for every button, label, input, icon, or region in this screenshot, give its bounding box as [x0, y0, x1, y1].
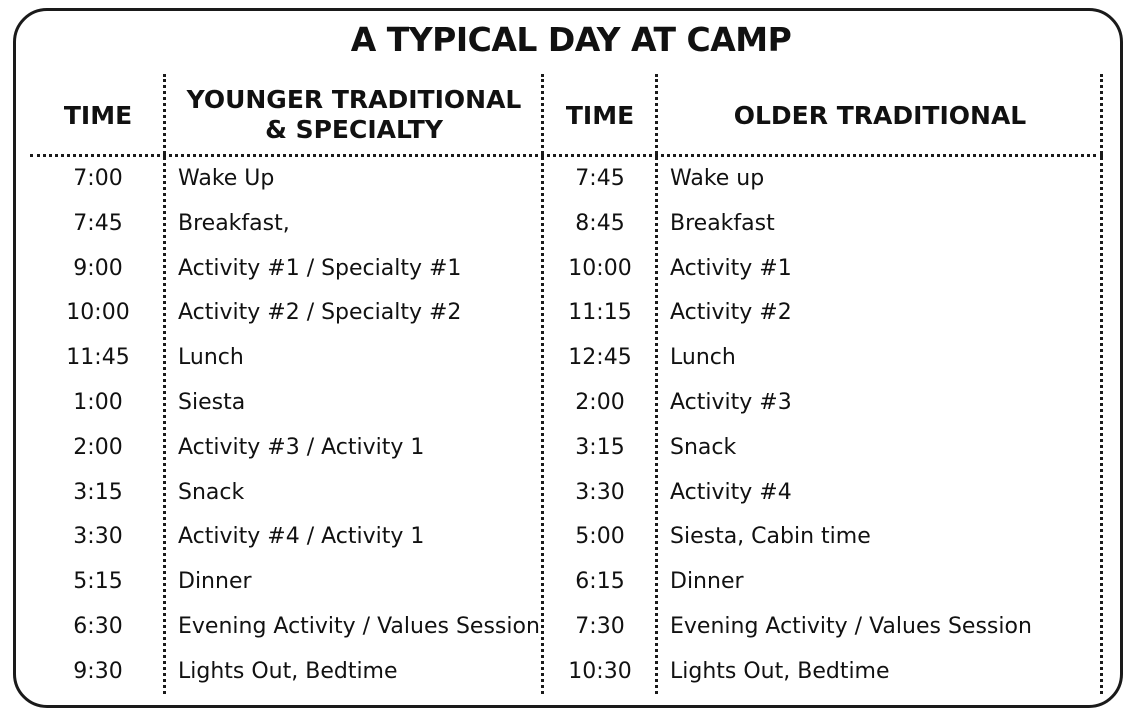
table-row	[0, 336, 1142, 380]
time-older-cell: 3:30	[575, 479, 625, 505]
activity-older-cell: Wake up	[670, 166, 765, 191]
time-younger-cell: 2:00	[73, 434, 123, 460]
activity-younger-cell: Evening Activity / Values Session	[178, 614, 540, 639]
time-older-cell: 6:15	[575, 569, 625, 595]
time-younger-cell: 3:15	[73, 479, 123, 505]
activity-younger-cell: Activity #3 / Activity 1	[178, 434, 425, 460]
time-younger-cell: 7:45	[73, 210, 123, 236]
page-title: A TYPICAL DAY AT CAMP	[350, 20, 792, 59]
activity-older-cell: Lunch	[670, 345, 736, 371]
table-row	[0, 605, 1142, 649]
time-younger-cell: 9:30	[73, 658, 123, 684]
table-row	[0, 471, 1142, 515]
activity-younger-cell: Breakfast,	[178, 210, 290, 236]
table-row	[0, 247, 1142, 291]
time-older-cell: 3:15	[575, 434, 625, 460]
time-older-cell: 8:45	[575, 210, 625, 236]
table-row	[0, 515, 1142, 559]
time-older-cell: 10:00	[568, 255, 632, 281]
table-row	[0, 381, 1142, 425]
time-younger-cell: 1:00	[73, 390, 123, 415]
activity-older-cell: Siesta, Cabin time	[670, 524, 871, 550]
time-younger-cell: 7:00	[73, 166, 123, 191]
activity-older-cell: Lights Out, Bedtime	[670, 658, 890, 684]
activity-younger-cell: Activity #4 / Activity 1	[178, 524, 425, 550]
table-row	[0, 157, 1142, 201]
time-older-cell: 11:15	[568, 300, 632, 326]
activity-younger-cell: Wake Up	[178, 166, 275, 191]
table-row	[0, 650, 1142, 694]
activity-older-cell: Evening Activity / Values Session	[670, 614, 1032, 639]
time-younger-cell: 5:15	[73, 569, 123, 595]
activity-older-cell: Breakfast	[670, 210, 775, 236]
activity-younger-cell: Siesta	[178, 390, 246, 415]
header-time-older: TIME	[565, 101, 635, 130]
activity-younger-cell: Lunch	[178, 345, 244, 371]
table-row	[0, 560, 1142, 604]
header-time-younger: TIME	[63, 101, 133, 130]
time-older-cell: 7:30	[575, 614, 625, 639]
activity-younger-cell: Activity #1 / Specialty #1	[178, 255, 462, 281]
header-older-traditional: OLDER TRADITIONAL	[733, 101, 1027, 130]
time-older-cell: 7:45	[575, 166, 625, 191]
time-older-cell: 5:00	[575, 524, 625, 550]
table-row	[0, 426, 1142, 470]
time-younger-cell: 11:45	[66, 345, 130, 371]
activity-younger-cell: Activity #2 / Specialty #2	[178, 300, 462, 326]
activity-older-cell: Dinner	[670, 569, 744, 595]
time-younger-cell: 9:00	[73, 255, 123, 281]
activity-older-cell: Snack	[670, 434, 737, 460]
activity-younger-cell: Lights Out, Bedtime	[178, 658, 398, 684]
activity-younger-cell: Dinner	[178, 569, 252, 595]
time-older-cell: 10:30	[568, 658, 632, 684]
activity-younger-cell: Snack	[178, 479, 245, 505]
activity-older-cell: Activity #4	[670, 479, 792, 505]
activity-older-cell: Activity #2	[670, 300, 792, 326]
time-younger-cell: 10:00	[66, 300, 130, 326]
table-row	[0, 291, 1142, 335]
activity-older-cell: Activity #3	[670, 390, 792, 415]
header-younger-traditional: YOUNGER TRADITIONAL & SPECIALTY	[186, 85, 522, 144]
time-older-cell: 12:45	[568, 345, 632, 371]
activity-older-cell: Activity #1	[670, 255, 792, 281]
table-row	[0, 202, 1142, 246]
time-younger-cell: 3:30	[73, 524, 123, 550]
time-older-cell: 2:00	[575, 390, 625, 415]
time-younger-cell: 6:30	[73, 614, 123, 639]
